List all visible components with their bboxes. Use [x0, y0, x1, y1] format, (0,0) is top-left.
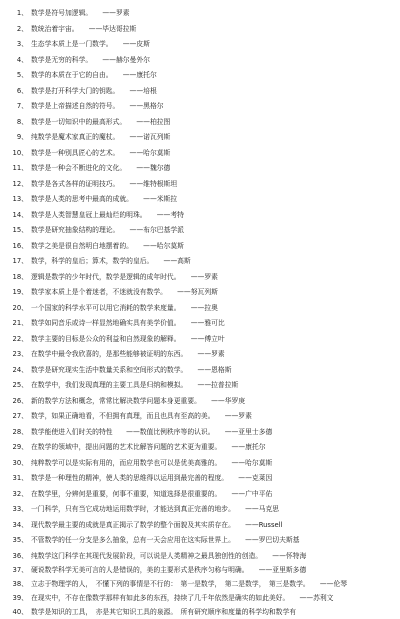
quote-number: 19、	[12, 288, 28, 296]
quote-item	[8, 177, 394, 193]
quote-number: 38、	[12, 580, 28, 588]
quote-text: 数学是一种理性的精神，使人类的思维得以运用到最完善的程度。 ——克莱因	[31, 474, 273, 482]
quote-number: 2、	[16, 24, 28, 33]
quote-text: 数学是无穷的科学。 ——赫尔曼外尔	[31, 55, 150, 64]
quote-item	[8, 409, 394, 425]
quote-text: 数学是各式各样的证明技巧。 ——维特根斯坦	[31, 179, 178, 188]
quote-item	[8, 533, 394, 549]
quote-number: 22、	[12, 334, 28, 343]
quote-text: 在现实中，不存在像数学那样有如此多的东西，持续了几千年依然是确实的如此美好。 ——苏利文	[31, 594, 334, 602]
quote-text: 数学是上帝描述自然的符号。 ——黑格尔	[31, 102, 164, 110]
quote-number: 35、	[12, 536, 28, 544]
quote-text: 生态学本质上是一门数学。 ——皮斯	[31, 40, 150, 48]
quote-text: 数学是人类的思考中最高的成就。 ——米斯拉	[31, 195, 178, 203]
quote-item	[8, 592, 394, 605]
quote-item	[8, 518, 394, 534]
quote-text: 纯数学这门科学在其现代发展阶段，可以说是人类精神之最具独创性的创造。 ——怀特海	[31, 552, 307, 560]
quote-item	[8, 578, 394, 591]
quote-item	[8, 68, 394, 84]
quote-number: 24、	[12, 365, 28, 374]
quote-text: 数学，科学的皇后；算术，数学的皇后。 ——高斯	[31, 257, 191, 265]
quote-text: 硬说数学科学无美可言的人是错误的，美的主要形式是秩序匀称与明确。 ——亚里斯多德	[31, 566, 307, 574]
quote-text: 数学是打开科学大门的钥匙。 ——培根	[31, 86, 157, 95]
quote-text: 数学是一种会不断进化的文化。 ——魏尔德	[31, 164, 171, 172]
quote-number: 37、	[12, 566, 28, 574]
quote-number: 30、	[12, 458, 28, 467]
quote-item	[8, 53, 394, 69]
quote-text: 数学主要的目标是公众的利益和自然现象的解释。 ——傅立叶	[31, 334, 225, 343]
quote-text: 不管数学的任一分支是多么抽象，总有一天会应用在这实际世界上。 ——罗巴切夫斯基	[31, 536, 300, 544]
quote-item	[8, 332, 394, 348]
quote-item	[8, 425, 394, 441]
quote-item	[8, 471, 394, 487]
quote-item	[8, 487, 394, 503]
quote-number: 16、	[12, 241, 28, 250]
quote-number: 9、	[16, 133, 28, 141]
quote-number: 39、	[12, 594, 28, 602]
quote-item	[8, 161, 394, 177]
quote-item	[8, 99, 394, 115]
quote-text: 立志于物理学的人， 不懂下列的事情是不行的： 第一是数学， 第二是数学， 第三是数学。 ——伦琴	[31, 580, 348, 588]
quote-item	[8, 223, 394, 239]
quote-item	[8, 394, 394, 410]
quote-item	[8, 6, 394, 22]
quote-number: 32、	[12, 489, 28, 498]
quote-text: 新的数学方法和概念，常常比解决数学问题本身更重要。 ——华罗庚	[31, 396, 246, 405]
quote-number: 5、	[16, 71, 28, 79]
quote-text: 数学家本质上是个着迷者，不迷就没有数学。 ——努瓦列斯	[31, 288, 218, 296]
quote-number: 7、	[16, 102, 28, 110]
quote-item	[8, 192, 394, 208]
quote-text: 数学是知识的工具， 亦是其它知识工具的泉源。 所有研究顺序和度量的科学均和数学有	[31, 608, 297, 616]
quote-number: 6、	[16, 86, 28, 95]
quote-number: 10、	[12, 148, 28, 157]
quote-item	[8, 550, 394, 563]
quote-number: 26、	[12, 396, 28, 405]
quote-number: 18、	[12, 272, 28, 281]
quote-text: 数学是研究抽象结构的理论。 ——布尔巴基学派	[31, 226, 184, 234]
quote-text: 一门科学，只有当它成功地运用数学时，才能达到真正完善的地步。 ——马克思	[31, 505, 280, 513]
quote-number: 14、	[12, 210, 28, 219]
quote-item	[8, 208, 394, 224]
quote-text: 数学能使进入们时关的特性 ——数值比例秩序等的认识。 ——亚里士多德	[31, 427, 273, 436]
quote-number: 8、	[16, 117, 28, 126]
quote-number: 36、	[12, 552, 28, 560]
quote-number: 33、	[12, 505, 28, 513]
quote-text: 数统治着宇宙。 ——毕达哥拉斯	[31, 24, 137, 33]
quote-number: 28、	[12, 427, 28, 436]
quote-item	[8, 130, 394, 146]
quote-item	[8, 115, 394, 131]
quote-item	[8, 270, 394, 286]
quote-item	[8, 301, 394, 317]
quote-number: 21、	[12, 319, 28, 327]
quote-text: 纯数学是魔术家真正的魔杖。 ——诺瓦列斯	[31, 133, 171, 141]
quote-text: 数学，如果正确地看，不但拥有真理，而且也具有至高的美。 ——罗素	[31, 412, 252, 420]
quote-item	[8, 363, 394, 379]
quote-number: 11、	[12, 164, 28, 172]
quote-item	[8, 239, 394, 255]
quote-text: 数学是一切知识中的最高形式。 ——柏拉图	[31, 117, 171, 126]
quote-text: 数学之美是很自然明白地摆着的。 ——哈尔莫斯	[31, 241, 184, 250]
quote-text: 逻辑是数学的少年时代，数学是逻辑的成年时代。 ——罗素	[31, 272, 218, 281]
quote-item	[8, 347, 394, 363]
quote-number: 12、	[12, 179, 28, 188]
quote-number: 40、	[12, 608, 28, 616]
quote-item	[8, 456, 394, 472]
quote-number: 25、	[12, 381, 28, 389]
quote-number: 29、	[12, 443, 28, 451]
quote-text: 在数学里，分辨何是重要，何事不重要，知道选择是很重要的。 ——广中平佑	[31, 489, 273, 498]
quote-text: 一个国家的科学水平可以用它消耗的数学来度量。 ——拉奥	[31, 303, 218, 312]
quote-text: 现代数学最主要的成就是真正揭示了数学的整个面貌及其实质存在。 ——Russell	[31, 520, 283, 529]
quote-text: 数学如同音乐或诗一样显然地确实具有美学价值。 ——雅可比	[31, 319, 225, 327]
quote-text: 数学的本质在于它的自由。 ——康托尔	[31, 71, 157, 79]
quote-number: 3、	[16, 40, 28, 48]
quote-item	[8, 84, 394, 100]
quote-text: 在数学的领域中，提出问题的艺术比解答问题的艺术更为重要。 ——康托尔	[31, 443, 266, 451]
quote-item	[8, 378, 394, 394]
quote-item	[8, 502, 394, 518]
quote-item	[8, 146, 394, 162]
quote-item	[8, 564, 394, 577]
quote-number: 1、	[16, 9, 28, 17]
quote-number: 15、	[12, 226, 28, 234]
quote-item	[8, 37, 394, 53]
quote-list	[8, 6, 394, 619]
quote-text: 在数学中，我们发现真理的主要工具是归纳和模拟。 ——拉普拉斯	[31, 381, 239, 389]
quote-number: 23、	[12, 350, 28, 358]
quote-item	[8, 254, 394, 270]
quote-number: 34、	[12, 520, 28, 529]
quote-text: 在数学中最令我欣喜的，是那些能够被证明的东西。 ——罗素	[31, 350, 225, 358]
quote-item	[8, 22, 394, 38]
quote-item	[8, 316, 394, 332]
quote-number: 20、	[12, 303, 28, 312]
quote-text: 数学是符号加逻辑。 ——罗素	[31, 9, 130, 17]
quote-item	[8, 285, 394, 301]
quote-number: 13、	[12, 195, 28, 203]
quote-number: 31、	[12, 474, 28, 482]
quote-text: 数学是研究现实生活中数量关系和空间形式的数学。 ——恩格斯	[31, 365, 232, 374]
quote-text: 数学是人类智慧皇冠上最灿烂的明珠。 ——考特	[31, 210, 184, 219]
quote-number: 17、	[12, 257, 28, 265]
quote-text: 数学是一种别具匠心的艺术。 ——哈尔莫斯	[31, 148, 171, 157]
quote-text: 纯粹数学可以是实际有用的，而应用数学也可以是优美高雅的。 ——哈尔莫斯	[31, 458, 273, 467]
quote-number: 27、	[12, 412, 28, 420]
quote-number: 4、	[16, 55, 28, 64]
quote-item	[8, 440, 394, 456]
